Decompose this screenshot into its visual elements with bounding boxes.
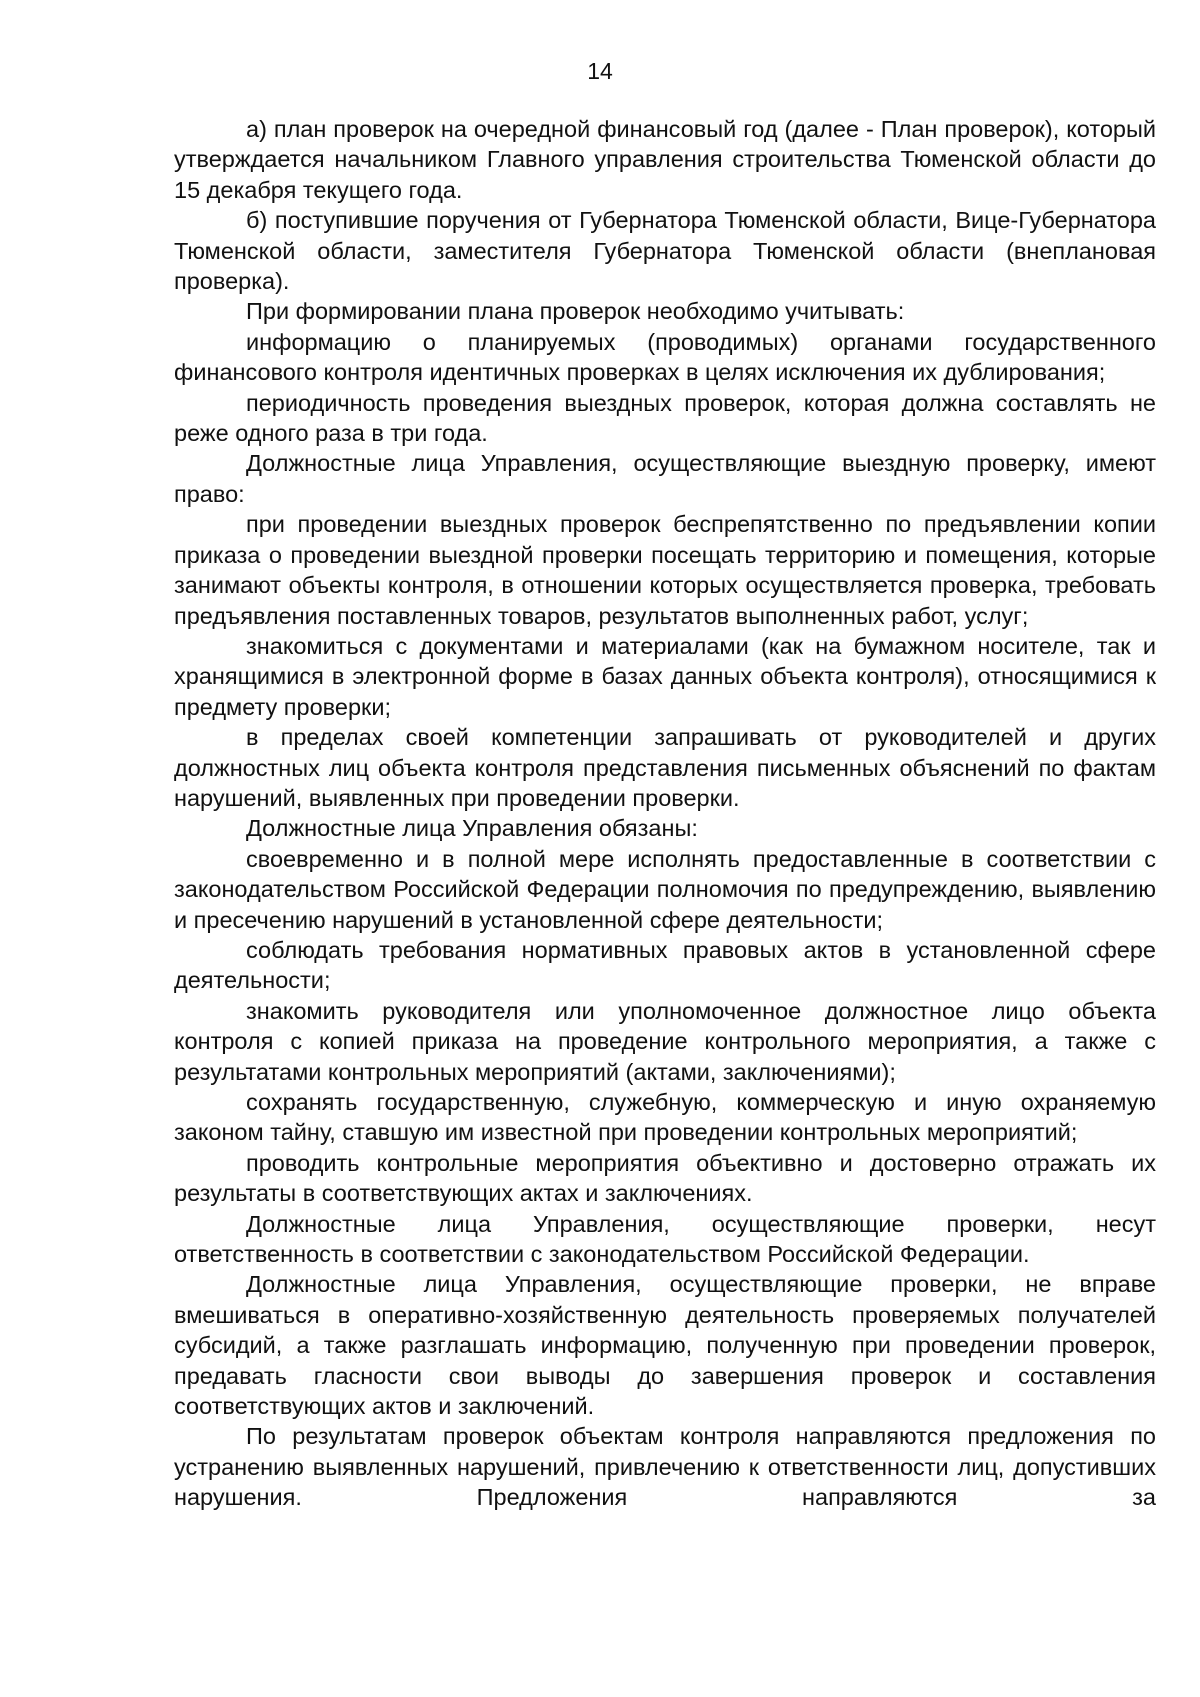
page-number: 14 xyxy=(587,58,613,84)
paragraph: Должностные лица Управления обязаны: xyxy=(246,815,698,842)
paragraph: По результатам проверок объектам контроля направляются предложения по устранению выявленных нарушений, привлечению к ответственности лиц, допустивших нарушения. Предложения направляются за xyxy=(174,1423,1156,1511)
paragraph: Должностные лица Управления, осуществляющие выездную проверку, имеют право: xyxy=(174,450,1156,507)
paragraph: а) план проверок на очередной финансовый год (далее - План проверок), который утверждается начальником Главного управления строительства Тюменской области до 15 декабря текущего года. xyxy=(174,116,1156,203)
paragraph: проводить контрольные мероприятия объективно и достоверно отражать их результаты в соответствующих актах и заключениях. xyxy=(174,1149,1156,1207)
paragraph: сохранять государственную, служебную, коммерческую и иную охраняемую законом тайну, ставшую им известной при проведении контрольных мероприятий; xyxy=(174,1089,1156,1146)
paragraph: Должностные лица Управления, осуществляющие проверки, несут ответственность в соответствии с законодательством Российской Федерации. xyxy=(174,1210,1156,1268)
paragraph: соблюдать требования нормативных правовых актов в установленной сфере деятельности; xyxy=(174,936,1156,994)
paragraph: информацию о планируемых (проводимых) органами государственного финансового контроля идентичных проверках в целях исключения их дублирования; xyxy=(174,328,1156,386)
paragraph: при проведении выездных проверок беспрепятственно по предъявлении копии приказа о проведении выездной проверки посещать территорию и помещения, которые занимают объекты контроля, в отношении которых осуществляется проверка, требовать предъявления поставленных товаров, результатов выполненных работ, услуг; xyxy=(174,511,1156,629)
paragraph: знакомить руководителя или уполномоченное должностное лицо объекта контроля с копией приказа на проведение контрольного мероприятия, а также с результатами контрольных мероприятий (актами, заключениями); xyxy=(174,997,1156,1085)
paragraph: в пределах своей компетенции запрашивать от руководителей и других должностных лиц объекта контроля представления письменных объяснений по фактам нарушений, выявленных при проведении проверки. xyxy=(174,724,1156,811)
paragraph: б) поступившие поручения от Губернатора Тюменской области, Вице-Губернатора Тюменской области, заместителя Губернатора Тюменской области (внеплановая проверка). xyxy=(174,207,1156,295)
paragraph: Должностные лица Управления, осуществляющие проверки, не вправе вмешиваться в оперативно-хозяйственную деятельность проверяемых получателей субсидий, а также разглашать информацию, полученную при проведении проверок, предавать гласности свои выводы до завершения проверок и составления соответствующих актов и заключений. xyxy=(174,1271,1156,1420)
paragraph: периодичность проведения выездных проверок, которая должна составлять не реже одного раза в три года. xyxy=(174,389,1156,447)
paragraph: знакомиться с документами и материалами (как на бумажном носителе, так и хранящимися в электронной форме в базах данных объекта контроля), относящимися к предмету проверки; xyxy=(174,632,1156,720)
paragraph: своевременно и в полной мере исполнять предоставленные в соответствии с законодательством Российской Федерации полномочия по предупреждению, выявлению и пресечению нарушений в установленной сфере деятельности; xyxy=(174,845,1156,933)
paragraph: При формировании плана проверок необходимо учитывать: xyxy=(246,298,905,325)
document-body xyxy=(174,114,1156,1513)
